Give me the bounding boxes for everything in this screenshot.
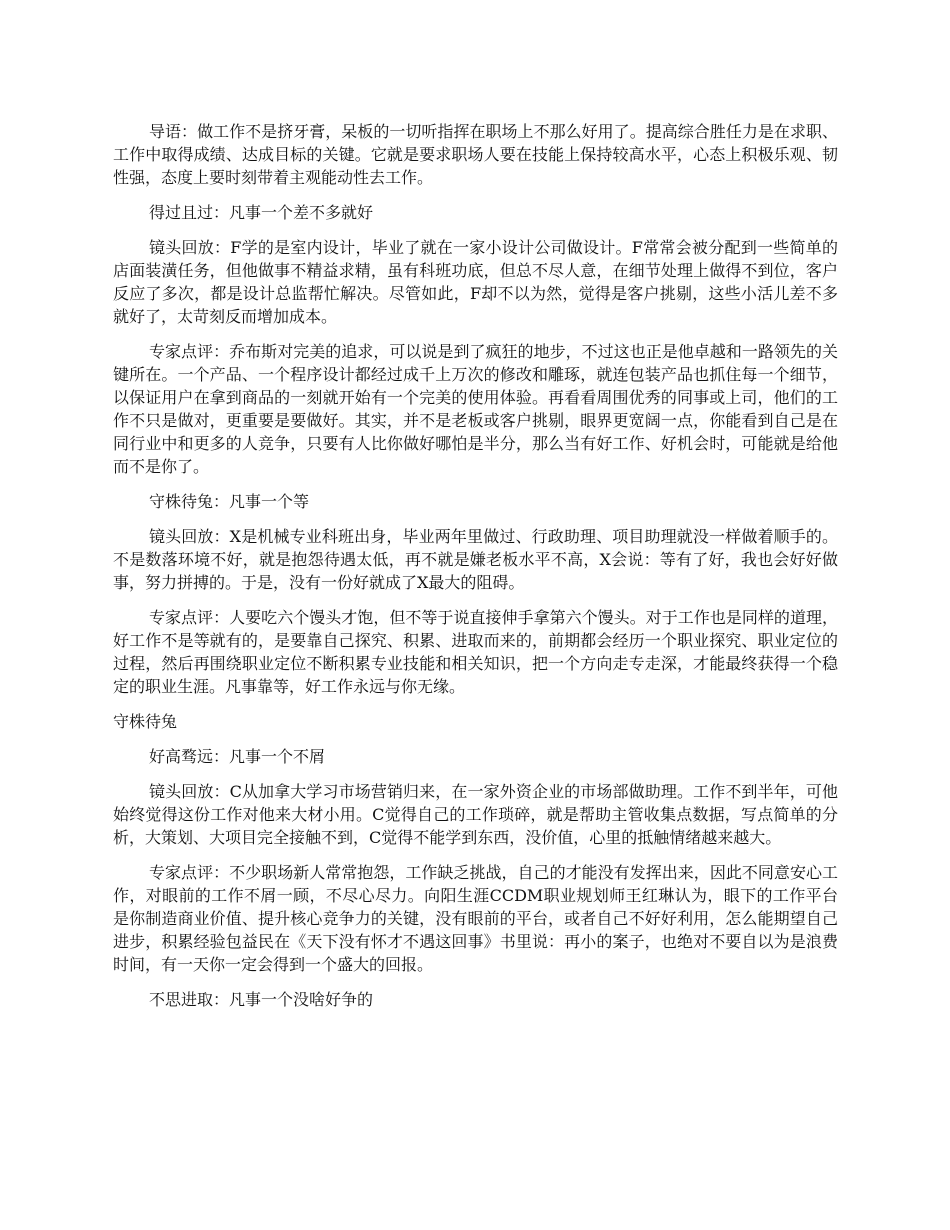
expert-comment-paragraph: 专家点评：不少职场新人常常抱怨，工作缺乏挑战，自己的才能没有发挥出来，因此不同意安心工作，对眼前的工作不屑一顾，不尽心尽力。向阳生涯CCDM职业规划师王红琳认为，眼下的工作平台是你制造商业价值、提升核心竞争力的关键，没有眼前的平台，或者自己不好好利用，怎么能期望自己进步，积累经验包益民在《天下没有怀才不遇这回事》书里说：再小的案子，也绝对不要自以为是浪费时间，有一天你一定会得到一个盛大的回报。 <box>113 863 838 974</box>
expert-comment-paragraph: 专家点评：乔布斯对完美的追求，可以说是到了疯狂的地步，不过这也正是他卓越和一路领先的关键所在。一个产品、一个程序设计都经过成千上万次的修改和雕琢，就连包装产品也抓住每一个细节，以保证用户在拿到商品的一刻就开始有一个完美的使用体验。再看看周围优秀的同事或上司，他们的工作不只是做对，更重要是要做好。其实，并不是老板或客户挑剔，眼界更宽阔一点，你能看到自己是在同行业中和更多的人竞争，只要有人比你做好哪怕是半分，那么当有好工作、好机会时，可能就是给他而不是你了。 <box>113 342 838 476</box>
case-replay-paragraph: 镜头回放：F学的是室内设计，毕业了就在一家小设计公司做设计。F常常会被分配到一些简单的店面装潢任务，但他做事不精益求精，虽有科班功底，但总不尽人意，在细节处理上做得不到位，客户反应了多次，都是设计总监帮忙解决。尽管如此，F却不以为然，觉得是客户挑剔，这些小活儿差不多就好了，太苛刻反而增加成本。 <box>113 238 838 326</box>
intro-paragraph: 导语：做工作不是挤牙膏，呆板的一切听指挥在职场上不那么好用了。提高综合胜任力是在求职、工作中取得成绩、达成目标的关键。它就是要求职场人要在技能上保持较高水平，心态上积极乐观、韧性强，态度上要时刻带着主观能动性去工作。 <box>113 122 838 187</box>
standalone-label: 守株待兔 <box>113 712 178 731</box>
case-replay-paragraph: 镜头回放：C从加拿大学习市场营销归来，在一家外资企业的市场部做助理。工作不到半年，可他始终觉得这份工作对他来大材小用。C觉得自己的工作琐碎，就是帮助主管收集点数据，写点简单的分析，大策划、大项目完全接触不到，C觉得不能学到东西，没价值，心里的抵触情绪越来越大。 <box>113 782 838 847</box>
section-heading-aim-high: 好高骛远：凡事一个不屑 <box>149 747 326 766</box>
expert-comment-paragraph: 专家点评：人要吃六个馒头才饱，但不等于说直接伸手拿第六个馒头。对于工作也是同样的道理，好工作不是等就有的，是要靠自己探究、积累、进取而来的，前期都会经历一个职业探究、职业定位的过程，然后再围绕职业定位不断积累专业技能和相关知识，把一个方向走专走深，才能最终获得一个稳定的职业生涯。凡事靠等，好工作永远与你无缘。 <box>113 608 838 696</box>
document-body <box>113 120 838 1023</box>
section-heading-no-ambition: 不思进取：凡事一个没啥好争的 <box>149 990 374 1009</box>
section-heading-muddle-through: 得过且过：凡事一个差不多就好 <box>149 203 374 222</box>
case-replay-paragraph: 镜头回放：X是机械专业科班出身，毕业两年里做过、行政助理、项目助理就没一样做着顺手的。不是数落环境不好，就是抱怨待遇太低，再不就是嫌老板水平不高，X会说：等有了好，我也会好好做事，努力拼搏的。于是，没有一份好就成了X最大的阻碍。 <box>113 527 838 592</box>
section-heading-waiting: 守株待兔：凡事一个等 <box>149 492 310 511</box>
